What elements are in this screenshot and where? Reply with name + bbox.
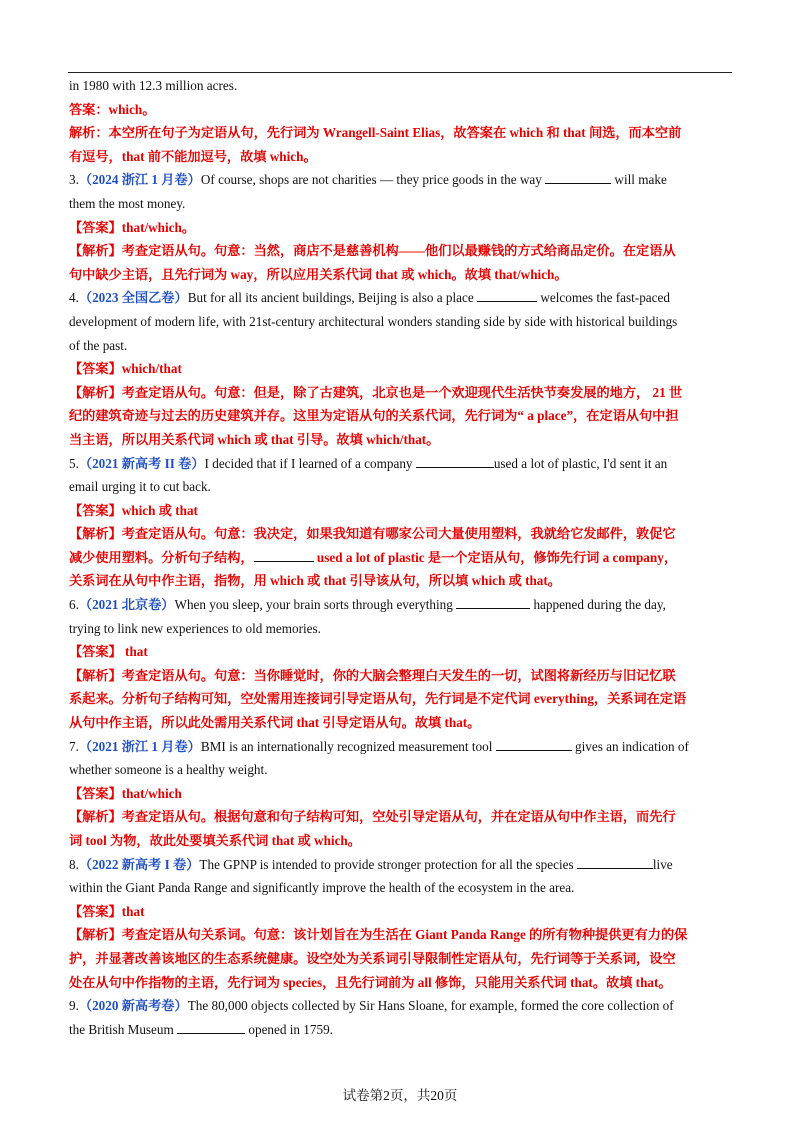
q4-source: （2023 全国乙卷） [78, 290, 188, 306]
q4-question [69, 286, 731, 310]
q5-text-post: used a lot of plastic, I'd sent it an [493, 455, 668, 471]
q9-text-pre: The 80,000 objects collected by Sir Hans Sloane, for example, formed the core collection of [187, 998, 674, 1014]
q4-text-post: welcomes the fast-paced [540, 290, 670, 306]
q8-text-post: live [652, 856, 673, 872]
q7-text-post: gives an indication of [574, 738, 689, 754]
q9-blank[interactable] [177, 1019, 245, 1034]
q6-text-post: happened during the day, [533, 597, 666, 613]
q6-analysis-line1: 【解析】考查定语从句。句意：当你睡觉时，你的大脑会整理白天发生的一切，试图将新经历与旧记忆联 [69, 667, 676, 683]
q8-number: 8. [69, 856, 79, 872]
q3-number: 3. [69, 172, 79, 188]
q6-line2: trying to link new experiences to old memories. [69, 620, 321, 636]
q8-analysis-line3: 处在从句中作指物的主语，先行词为 species，且先行词前为 all 修饰，只能用关系代词 that。故填 that。 [69, 974, 672, 990]
q6-question [69, 593, 731, 617]
page-content [69, 74, 731, 1041]
q3-analysis-line1: 【解析】考查定语从句。句意：当然，商店不是慈善机构——他们以最赚钱的方式给商品定价。在定语从 [69, 243, 676, 259]
q7-text-pre: BMI is an internationally recognized measurement tool [200, 738, 493, 754]
q6-analysis-line3: 从句中作主语，所以此处需用关系代词 that 引导定语从句。故填 that。 [69, 715, 481, 731]
q5-question [69, 452, 731, 476]
q5-text-pre: I decided that if I learned of a company [204, 455, 413, 471]
q5-analysis-line2 [69, 546, 731, 570]
q6-number: 6. [69, 597, 79, 613]
q4-analysis-line1: 【解析】考查定语从句。句意：但是，除了古建筑，北京也是一个欢迎现代生活快节奏发展的地方， 21 世 [69, 384, 683, 400]
q8-analysis-line1: 【解析】考查定语从句关系词。句意：该计划旨在为生活在 Giant Panda Range 的所有物种提供更有力的保 [69, 927, 688, 943]
q7-analysis-line2: 词 tool 为物，故此处要填关系代词 that 或 which。 [69, 833, 361, 848]
q7-blank[interactable] [496, 736, 572, 751]
q6-text-pre: When you sleep, your brain sorts through everything [174, 597, 453, 613]
q4-line2: development of modern life, with 21st-century architectural wonders standing side by side with historical buildings [69, 313, 678, 329]
q8-blank[interactable] [577, 854, 653, 869]
q5-line2: email urging it to cut back. [69, 479, 211, 495]
q8-question [69, 853, 731, 877]
q5-answer: 【答案】which 或 that [69, 502, 198, 518]
q2-answer: 答案：which。 [69, 101, 156, 117]
q4-blank[interactable] [477, 287, 537, 302]
q4-analysis-line3: 当主语，所以用关系代词 which 或 that 引导。故填 which/that。 [69, 431, 440, 447]
q7-analysis-line1: 【解析】考查定语从句。根据句意和句子结构可知，空处引导定语从句，并在定语从句中作主语，而先行 [69, 809, 676, 825]
q9-line2-post: opened in 1759. [248, 1021, 333, 1037]
q3-question [69, 168, 731, 192]
q8-line2: within the Giant Panda Range and significantly improve the health of the ecosystem in the area. [69, 880, 575, 896]
header-rule [68, 72, 732, 73]
q7-question [69, 735, 731, 759]
q5-source: （2021 新高考 II 卷） [78, 455, 205, 471]
q3-text-post: will make [614, 172, 667, 188]
q6-answer: 【答案】 that [69, 644, 148, 660]
q3-analysis-line2: 句中缺少主语，且先行词为 way，所以应用关系代词 that 或 which。故填 that/which。 [69, 266, 568, 282]
q6-blank[interactable] [456, 594, 530, 609]
q4-line3: of the past. [69, 337, 128, 353]
q5-blank[interactable] [416, 453, 494, 468]
q5-number: 5. [69, 455, 79, 471]
q7-number: 7. [69, 738, 79, 754]
page-footer: 试卷第2页，共20页 [342, 1088, 458, 1103]
q8-text-pre: The GPNP is intended to provide stronger protection for all the species [199, 856, 574, 872]
q9-line2-pre: the British Museum [69, 1021, 174, 1037]
q3-line2: them the most money. [69, 195, 186, 211]
q3-blank[interactable] [545, 169, 611, 184]
q4-number: 4. [69, 290, 79, 306]
q9-question [69, 994, 731, 1018]
q7-source: （2021 浙江 1 月卷） [78, 738, 201, 754]
q6-analysis-line2: 系起来。分析句子结构可知，空处需用连接词引导定语从句，先行词是不定代词 everything，关系词在定语 [69, 691, 687, 707]
q5-analysis-line2-post: used a lot of plastic 是一个定语从句，修饰先行词 a company， [316, 549, 678, 565]
q7-answer: 【答案】that/which [69, 785, 182, 801]
q3-answer: 【答案】that/which。 [69, 219, 196, 235]
q8-answer: 【答案】that [69, 903, 145, 919]
q3-text-pre: Of course, shops are not charities — they price goods in the way [200, 172, 542, 188]
q5-analysis-line1: 【解析】考查定语从句。句意：我决定，如果我知道有哪家公司大量使用塑料，我就给它发邮件，敦促它 [69, 526, 676, 542]
q5-analysis-line2-pre: 减少使用塑料。分析句子结构， [69, 549, 254, 565]
q4-answer: 【答案】which/that [69, 361, 182, 377]
q3-source: （2024 浙江 1 月卷） [78, 172, 201, 188]
q9-line2 [69, 1018, 731, 1042]
q6-source: （2021 北京卷） [78, 597, 175, 613]
q5-analysis-line3: 关系词在从句中作主语，指物，用 which 或 that 引导该从句，所以填 which 或 that。 [69, 573, 561, 589]
q8-source: （2022 新高考 I 卷） [78, 856, 200, 872]
q2-analysis-line1: 解析：本空所在句子为定语从句，先行词为 Wrangell-Saint Elias，故答案在 which 和 that 间选，而本空前 [69, 125, 682, 141]
q4-analysis-line2: 纪的建筑奇迹与过去的历史建筑并存。这里为定语从句的关系代词，先行词为“ a place”，在定语从句中担 [69, 408, 679, 424]
q7-line2: whether someone is a healthy weight. [69, 762, 268, 778]
q9-source: （2020 新高考卷） [78, 998, 188, 1014]
q2-analysis-line2: 有逗号，that 前不能加逗号，故填 which。 [69, 148, 317, 164]
q4-text-pre: But for all its ancient buildings, Beijing is also a place [187, 290, 474, 306]
q9-number: 9. [69, 998, 79, 1014]
q8-analysis-line2: 护，并显著改善该地区的生态系统健康。设空处为关系词引导限制性定语从句，先行词等于关系词，设空 [69, 950, 676, 966]
q5-analysis-blank [254, 547, 314, 562]
q2-tail: in 1980 with 12.3 million acres. [69, 78, 238, 93]
